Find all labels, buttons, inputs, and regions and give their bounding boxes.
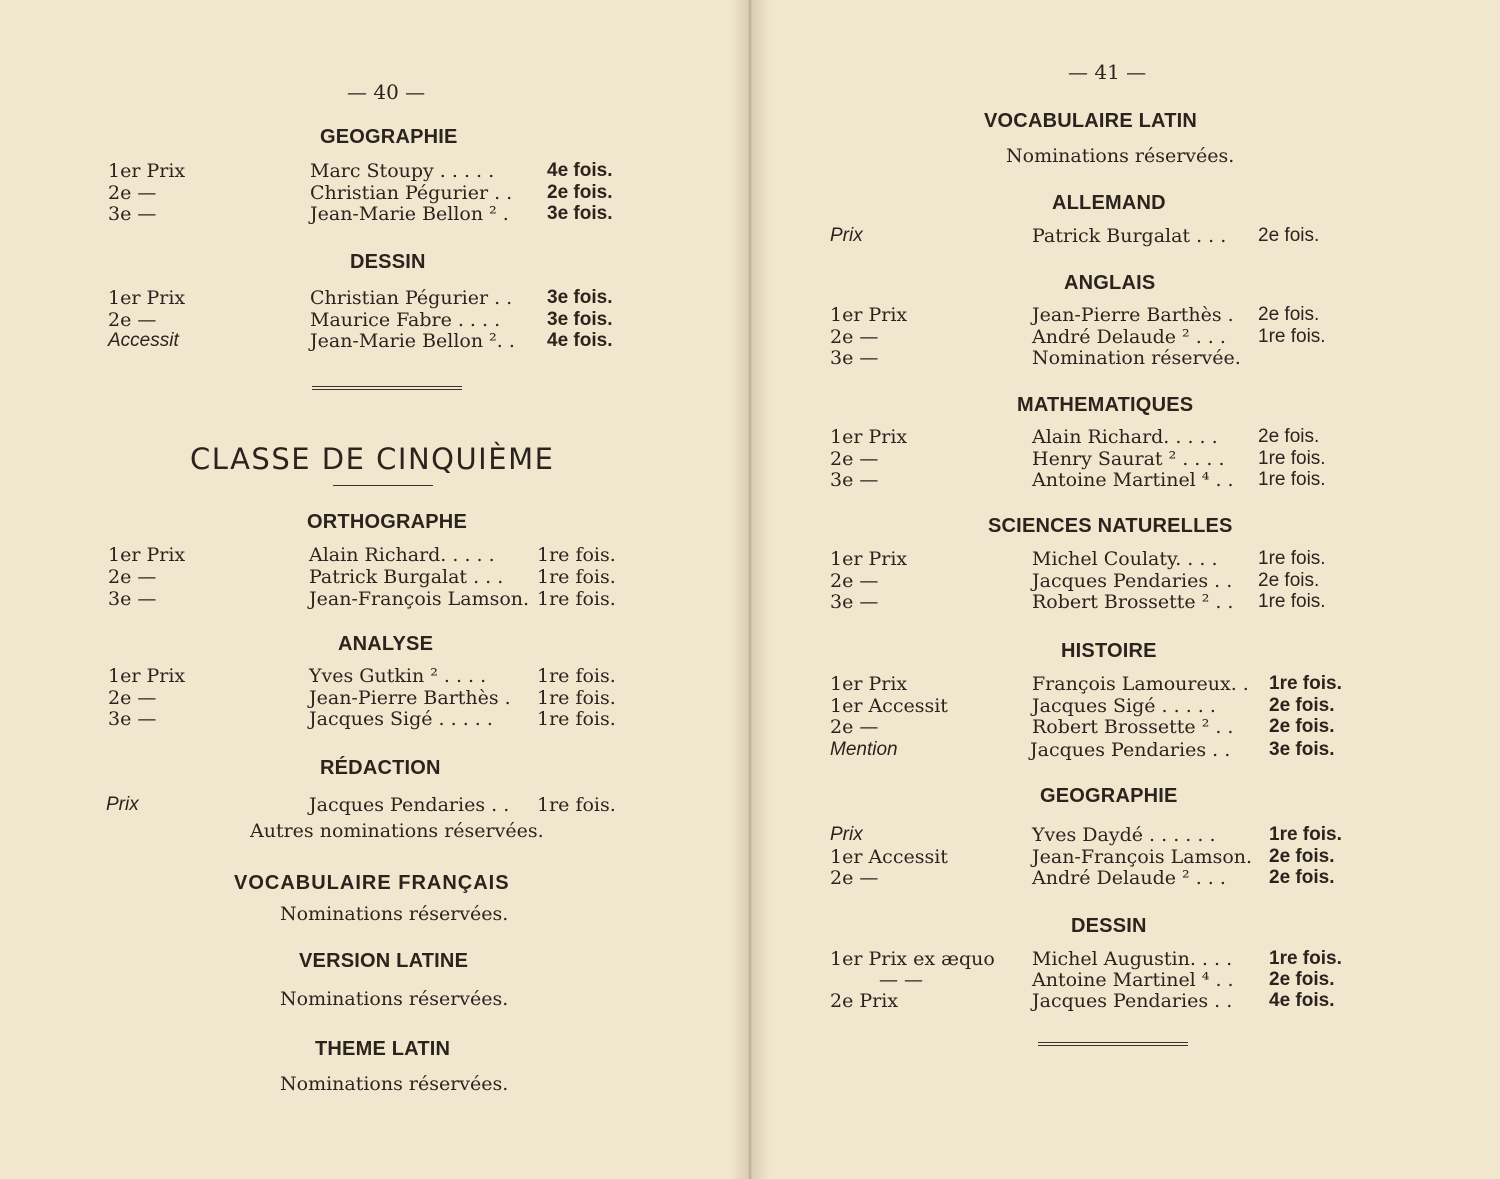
fois: 2e fois.: [1258, 304, 1320, 325]
fois: 1re fois.: [537, 665, 616, 687]
section-heading-analyse: ANALYSE: [338, 633, 434, 655]
page-number: — 41 —: [1068, 60, 1147, 84]
fois: 1re fois.: [1269, 948, 1342, 969]
name: Alain Richard. . . . .: [309, 544, 495, 566]
rank: 3e —: [830, 591, 879, 613]
name: Christian Pégurier . .: [310, 287, 513, 309]
section-heading-orthographe: ORTHOGRAPHE: [307, 511, 467, 533]
rank: 2e —: [830, 448, 879, 470]
section-heading-mathematiques: MATHEMATIQUES: [1017, 394, 1194, 416]
name: Antoine Martinel ⁴ . .: [1032, 969, 1234, 991]
rank: — —: [879, 969, 924, 991]
rank: 1er Prix ex æquo: [830, 948, 995, 970]
section-note: Nominations réservées.: [1006, 145, 1235, 167]
rank: 2e —: [108, 309, 157, 331]
fois: 4e fois.: [547, 330, 613, 351]
name: Marc Stoupy . . . . .: [310, 160, 495, 182]
fois: 1re fois.: [537, 687, 616, 709]
name: Michel Coulaty. . . .: [1032, 548, 1218, 570]
name: Jean-Marie Bellon ². .: [310, 330, 515, 352]
section-heading-dessin: DESSIN: [350, 251, 426, 273]
rank: 1er Accessit: [830, 846, 948, 868]
right-page: [752, 0, 1500, 1179]
fois: 3e fois.: [547, 309, 613, 330]
rank: 3e —: [108, 588, 157, 610]
page-number: — 40 —: [347, 80, 426, 104]
rank: 3e —: [830, 347, 879, 369]
name: Yves Gutkin ² . . . .: [309, 665, 487, 687]
name: Jacques Pendaries . .: [1032, 990, 1233, 1012]
fois: 3e fois.: [547, 287, 613, 308]
fois: 1re fois.: [1258, 591, 1326, 612]
class-title: CLASSE DE CINQUIÈME: [190, 442, 555, 476]
name: Jacques Pendaries . .: [1032, 570, 1233, 592]
name: André Delaude ² . . .: [1032, 867, 1226, 889]
section-heading-vocabulaire-francais: VOCABULAIRE FRANÇAIS: [234, 872, 510, 894]
fois: 1re fois.: [537, 544, 616, 566]
rank: 1er Prix: [108, 287, 186, 309]
section-heading-allemand: ALLEMAND: [1052, 192, 1166, 214]
name: Jean-François Lamson.: [309, 588, 530, 610]
section-heading-geographie: GEOGRAPHIE: [320, 126, 458, 148]
rank: 1er Prix: [108, 160, 186, 182]
rank: 1er Prix: [108, 665, 186, 687]
section-heading-redaction: RÉDACTION: [320, 757, 441, 779]
section-heading-version-latine: VERSION LATINE: [299, 950, 469, 972]
rank: 2e —: [830, 570, 879, 592]
left-page: [0, 0, 748, 1179]
section-heading-histoire: HISTOIRE: [1061, 640, 1157, 662]
rank: 2e —: [830, 716, 879, 738]
name: Michel Augustin. . . .: [1032, 948, 1233, 970]
name: Jacques Pendaries . .: [309, 794, 510, 816]
fois: 2e fois.: [1269, 695, 1335, 716]
title-underline: [333, 485, 433, 486]
fois: 1re fois.: [537, 708, 616, 730]
rank: 1er Prix: [830, 548, 908, 570]
fois: 1re fois.: [537, 566, 616, 588]
fois: 2e fois.: [1269, 716, 1335, 737]
name: Antoine Martinel ⁴ . .: [1032, 469, 1234, 491]
fois: 2e fois.: [1258, 225, 1320, 246]
section-heading-geographie: GEOGRAPHIE: [1040, 785, 1178, 807]
rank: 1er Prix: [830, 426, 908, 448]
rank: 3e —: [108, 708, 157, 730]
name: Jean-François Lamson.: [1032, 846, 1253, 868]
name: André Delaude ² . . .: [1032, 326, 1226, 348]
name: Maurice Fabre . . . .: [310, 309, 501, 331]
name: Alain Richard. . . . .: [1032, 426, 1218, 448]
section-heading-anglais: ANGLAIS: [1064, 272, 1156, 294]
rank: 1er Prix: [830, 304, 908, 326]
fois: 2e fois.: [1269, 867, 1335, 888]
name: Jacques Sigé . . . . .: [309, 708, 493, 730]
name: Jacques Sigé . . . . .: [1032, 695, 1216, 717]
rank: 2e —: [108, 687, 157, 709]
fois: 2e fois.: [1258, 426, 1320, 447]
fois: 1re fois.: [1258, 326, 1326, 347]
fois: 3e fois.: [1269, 739, 1335, 760]
name: François Lamoureux. .: [1032, 673, 1249, 695]
rank: Mention: [830, 739, 898, 760]
section-heading-dessin: DESSIN: [1071, 915, 1147, 937]
section-divider: [1038, 1042, 1188, 1046]
fois: 3e fois.: [547, 203, 613, 224]
fois: 1re fois.: [537, 794, 616, 816]
name: Jean-Pierre Barthès .: [1032, 304, 1234, 326]
fois: 1re fois.: [1258, 448, 1326, 469]
fois: 1re fois.: [1269, 673, 1342, 694]
rank: 1er Prix: [830, 673, 908, 695]
fois: 2e fois.: [1269, 846, 1335, 867]
fois: 4e fois.: [1269, 990, 1335, 1011]
rank: 2e —: [830, 867, 879, 889]
rank: 2e —: [108, 182, 157, 204]
fois: 2e fois.: [1269, 969, 1335, 990]
fois: 1re fois.: [1258, 469, 1326, 490]
rank: Prix: [830, 824, 863, 845]
name: Jean-Pierre Barthès .: [309, 687, 511, 709]
rank: 3e —: [830, 469, 879, 491]
name: Robert Brossette ² . .: [1032, 591, 1234, 613]
section-heading-sciences-naturelles: SCIENCES NATURELLES: [988, 515, 1233, 537]
fois: 1re fois.: [537, 588, 616, 610]
fois: 2e fois.: [547, 182, 613, 203]
section-note: Nominations réservées.: [280, 988, 509, 1010]
rank: Prix: [830, 225, 863, 246]
name: Jean-Marie Bellon ² .: [310, 203, 509, 225]
name: Nomination réservée.: [1032, 347, 1241, 369]
name: Jacques Pendaries . .: [1030, 739, 1231, 761]
rank: 2e —: [830, 326, 879, 348]
name: Yves Daydé . . . . . .: [1032, 824, 1216, 846]
rank: 3e —: [108, 203, 157, 225]
section-heading-vocabulaire-latin: VOCABULAIRE LATIN: [984, 110, 1198, 132]
rank: Prix: [106, 794, 139, 815]
section-divider: [312, 386, 462, 390]
name: Patrick Burgalat . . .: [1032, 225, 1227, 247]
section-note: Nominations réservées.: [280, 1073, 509, 1095]
name: Christian Pégurier . .: [310, 182, 513, 204]
book-gutter: [730, 0, 770, 1179]
name: Patrick Burgalat . . .: [309, 566, 504, 588]
rank: 1er Accessit: [830, 695, 948, 717]
rank: 1er Prix: [108, 544, 186, 566]
name: Henry Saurat ² . . . .: [1032, 448, 1225, 470]
section-note: Nominations réservées.: [280, 903, 509, 925]
fois: 1re fois.: [1258, 548, 1326, 569]
fois: 2e fois.: [1258, 570, 1320, 591]
section-heading-theme-latin: THEME LATIN: [315, 1038, 451, 1060]
fois: 1re fois.: [1269, 824, 1342, 845]
section-note: Autres nominations réservées.: [250, 820, 544, 842]
rank: 2e —: [108, 566, 157, 588]
rank: 2e Prix: [830, 990, 899, 1012]
fois: 4e fois.: [547, 160, 613, 181]
name: Robert Brossette ² . .: [1032, 716, 1234, 738]
rank: Accessit: [108, 330, 179, 351]
